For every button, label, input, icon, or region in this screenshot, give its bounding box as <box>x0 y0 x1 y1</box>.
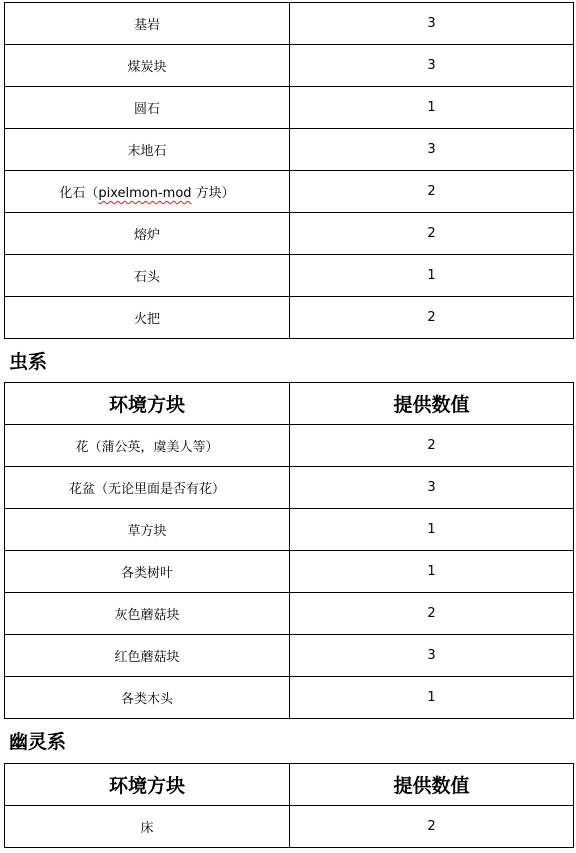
block-cell <box>5 171 290 213</box>
block-cell: 红色蘑菇块 <box>5 635 290 677</box>
header-block: 环境方块 <box>5 764 290 806</box>
table-row <box>5 551 574 593</box>
table-row <box>5 297 574 339</box>
spellcheck-word: pixelmon-mod <box>98 186 192 201</box>
value-cell: 2 <box>290 213 574 255</box>
value-cell: 3 <box>290 3 574 45</box>
value-cell: 2 <box>290 806 574 848</box>
table-bug <box>4 382 574 719</box>
table-row <box>5 171 574 213</box>
table-row <box>5 213 574 255</box>
section-title-bug: 虫系 <box>9 351 48 373</box>
section-title-ghost: 幽灵系 <box>9 731 67 753</box>
table-row <box>5 509 574 551</box>
value-cell: 3 <box>290 635 574 677</box>
block-cell: 灰色蘑菇块 <box>5 593 290 635</box>
value-cell: 3 <box>290 129 574 171</box>
value-cell: 1 <box>290 255 574 297</box>
block-cell: 各类树叶 <box>5 551 290 593</box>
value-cell: 3 <box>290 45 574 87</box>
block-cell: 火把 <box>5 297 290 339</box>
table-header-row <box>5 764 574 806</box>
value-cell: 2 <box>290 171 574 213</box>
header-value: 提供数值 <box>290 383 574 425</box>
block-suffix: 方块） <box>191 186 235 201</box>
table-row <box>5 635 574 677</box>
table-row <box>5 129 574 171</box>
value-cell: 1 <box>290 87 574 129</box>
table-row <box>5 806 574 848</box>
table-row <box>5 255 574 297</box>
block-cell: 花盆（无论里面是否有花） <box>5 467 290 509</box>
value-cell: 1 <box>290 677 574 719</box>
block-cell: 基岩 <box>5 3 290 45</box>
table-ghost <box>4 763 574 848</box>
table-row <box>5 425 574 467</box>
block-prefix: 化石（ <box>59 186 99 201</box>
table-row <box>5 593 574 635</box>
table-row <box>5 87 574 129</box>
value-cell: 2 <box>290 593 574 635</box>
block-cell: 石头 <box>5 255 290 297</box>
block-cell: 煤炭块 <box>5 45 290 87</box>
table-row <box>5 677 574 719</box>
table-row <box>5 467 574 509</box>
table-row <box>5 3 574 45</box>
block-cell: 末地石 <box>5 129 290 171</box>
table-header-row <box>5 383 574 425</box>
block-cell: 各类木头 <box>5 677 290 719</box>
block-cell: 圆石 <box>5 87 290 129</box>
value-cell: 1 <box>290 551 574 593</box>
table-continued <box>4 2 574 339</box>
block-cell: 草方块 <box>5 509 290 551</box>
block-cell: 花（蒲公英，虞美人等） <box>5 425 290 467</box>
table-row <box>5 45 574 87</box>
value-cell: 1 <box>290 509 574 551</box>
value-cell: 2 <box>290 425 574 467</box>
header-value: 提供数值 <box>290 764 574 806</box>
block-cell: 床 <box>5 806 290 848</box>
value-cell: 3 <box>290 467 574 509</box>
value-cell: 2 <box>290 297 574 339</box>
block-cell: 熔炉 <box>5 213 290 255</box>
header-block: 环境方块 <box>5 383 290 425</box>
